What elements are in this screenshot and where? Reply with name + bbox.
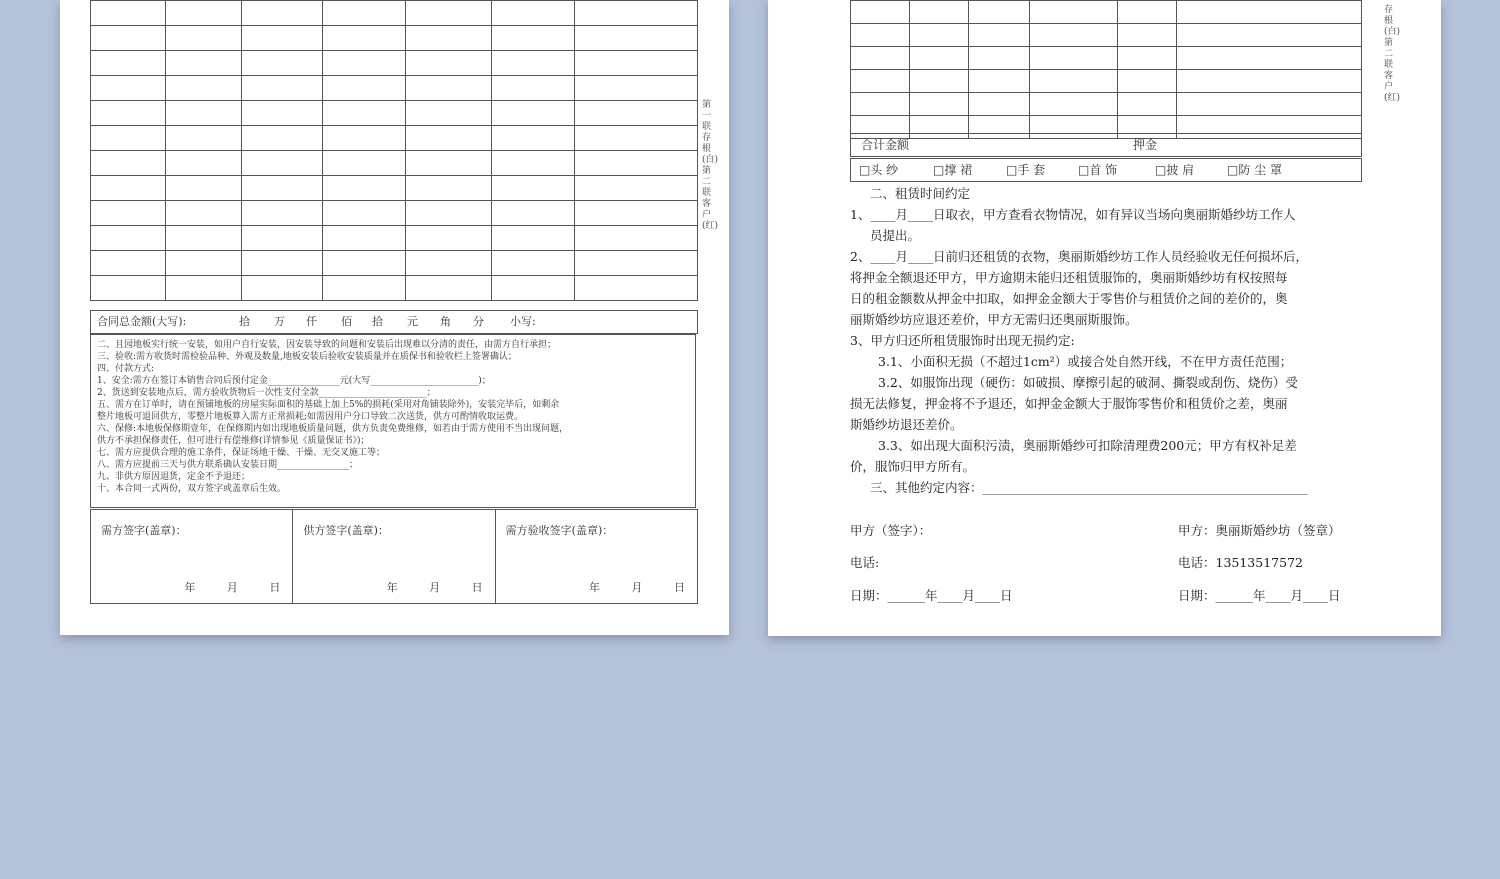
option-checkbox[interactable]: □披 肩 — [1155, 163, 1195, 177]
seller-signature-cell[interactable] — [293, 510, 495, 603]
table-cell[interactable] — [405, 201, 491, 226]
seller-signature-label: 供方签字(盖章)： — [303, 524, 389, 537]
option-checkbox[interactable]: □撑 裙 — [933, 163, 973, 177]
table-cell[interactable] — [91, 51, 166, 76]
table-cell[interactable] — [1029, 1, 1118, 24]
table-cell[interactable] — [405, 276, 491, 301]
option-checkbox[interactable]: □防 尘 罩 — [1227, 163, 1282, 177]
table-cell[interactable] — [166, 151, 242, 176]
table-cell[interactable] — [492, 101, 575, 126]
table-row — [851, 70, 1362, 93]
table-cell[interactable] — [575, 176, 698, 201]
party-b-phone: 电话：13513517572 — [1178, 555, 1303, 570]
sum-row — [850, 133, 1362, 157]
table-cell[interactable] — [242, 251, 322, 276]
table-cell[interactable] — [242, 126, 322, 151]
table-row — [851, 1, 1362, 24]
table-cell[interactable] — [91, 126, 166, 151]
buyer-signature-label: 需方签字(盖章)： — [101, 524, 187, 537]
amount-unit: 角 — [440, 315, 451, 328]
table-cell[interactable] — [575, 26, 698, 51]
table-cell[interactable] — [851, 24, 910, 47]
terms-line: 三、验收:需方收货时需检验品种、外观及数量,地板安装后验收安装质量并在质保书和验收栏上签署确认； — [97, 352, 517, 362]
amount-unit: 拾 — [239, 315, 250, 328]
table-cell[interactable] — [91, 26, 166, 51]
acceptance-signature-cell[interactable] — [496, 510, 697, 603]
table-row — [91, 101, 698, 126]
table-cell[interactable] — [909, 70, 968, 93]
table-cell[interactable] — [405, 251, 491, 276]
rental-terms-body — [850, 183, 1370, 498]
table-cell[interactable] — [851, 93, 910, 116]
table-cell[interactable] — [91, 226, 166, 251]
table-cell[interactable] — [166, 251, 242, 276]
table-row — [91, 251, 698, 276]
terms-line: 整片地板可退回供方，零整片地板算入需方正常损耗;如需因用户分口导致二次送货，供方可酌情收取运费。 — [97, 412, 524, 422]
table-cell[interactable] — [575, 76, 698, 101]
table-cell[interactable] — [91, 151, 166, 176]
terms-paragraph: 日的租金额数从押金中扣取，如押金金额大于零售价与租赁价之间的差价的，奥 — [850, 291, 1288, 306]
table-cell[interactable] — [322, 51, 405, 76]
table-cell[interactable] — [1177, 70, 1362, 93]
signature-date: 年 月 日 — [386, 581, 483, 594]
party-a-date[interactable]: 日期：______年____月____日 — [850, 588, 1013, 603]
table-cell[interactable] — [242, 151, 322, 176]
table-cell[interactable] — [405, 101, 491, 126]
terms-line: 2、货送到安装地点后，需方验收货物后一次性支付全款________________________； — [97, 388, 436, 398]
table-cell[interactable] — [91, 251, 166, 276]
table-row — [851, 24, 1362, 47]
amount-unit: 分 — [473, 315, 484, 328]
total-amount-row — [90, 310, 698, 334]
table-cell[interactable] — [322, 101, 405, 126]
table-cell[interactable] — [575, 226, 698, 251]
table-cell[interactable] — [575, 276, 698, 301]
table-row — [91, 226, 698, 251]
table-cell[interactable] — [322, 151, 405, 176]
party-a-signature[interactable]: 甲方（签字）： — [850, 523, 932, 538]
table-cell[interactable] — [492, 226, 575, 251]
table-cell[interactable] — [575, 101, 698, 126]
signature-row — [90, 509, 698, 604]
table-cell[interactable] — [322, 251, 405, 276]
table-cell[interactable] — [492, 276, 575, 301]
terms-line: 九、非供方原因退货，定金不予退还； — [97, 472, 251, 482]
table-row — [91, 126, 698, 151]
table-cell[interactable] — [322, 126, 405, 151]
table-cell[interactable] — [1029, 93, 1118, 116]
terms-paragraph: 价，服饰归甲方所有。 — [850, 459, 976, 474]
table-row — [851, 93, 1362, 116]
table-cell[interactable] — [91, 101, 166, 126]
table-cell[interactable] — [322, 1, 405, 26]
table-cell[interactable] — [492, 201, 575, 226]
terms-line: 五、需方在订单时，请在预铺地板的房屋实际面积的基础上加上5%的损耗(采用对角铺装除外)，安装完毕后，如剩余 — [97, 400, 560, 410]
table-cell[interactable] — [1177, 93, 1362, 116]
contract-sheet-left — [60, 0, 729, 635]
table-cell[interactable] — [492, 251, 575, 276]
table-cell[interactable] — [242, 276, 322, 301]
table-cell[interactable] — [322, 226, 405, 251]
table-row — [91, 176, 698, 201]
terms-paragraph: 将押金全额退还甲方，甲方逾期未能归还租赁服饰的，奥丽斯婚纱坊有权按照每 — [850, 270, 1288, 285]
table-cell[interactable] — [909, 47, 968, 70]
table-cell[interactable] — [166, 76, 242, 101]
terms-paragraph: 二、租赁时间约定 — [870, 186, 971, 201]
terms-line: 四、付款方式: — [97, 364, 155, 374]
table-cell[interactable] — [322, 201, 405, 226]
signature-date: 年 月 日 — [588, 581, 685, 594]
table-cell[interactable] — [91, 276, 166, 301]
amount-unit: 拾 — [372, 315, 383, 328]
table-cell[interactable] — [405, 1, 491, 26]
table-cell[interactable] — [909, 93, 968, 116]
option-checkbox[interactable]: □首 饰 — [1078, 163, 1118, 177]
table-cell[interactable] — [242, 51, 322, 76]
table-cell[interactable] — [492, 151, 575, 176]
table-row — [91, 276, 698, 301]
table-cell[interactable] — [1029, 47, 1118, 70]
table-cell[interactable] — [492, 51, 575, 76]
table-cell[interactable] — [968, 24, 1029, 47]
table-cell[interactable] — [166, 26, 242, 51]
table-row — [91, 1, 698, 26]
copy-note-vertical: 存根(白)第二联客户(红) — [1384, 5, 1401, 103]
table-cell[interactable] — [405, 51, 491, 76]
table-cell[interactable] — [968, 47, 1029, 70]
amount-unit: 佰 — [341, 315, 352, 328]
option-checkbox[interactable]: □手 套 — [1006, 163, 1046, 177]
terms-line: 十、本合同一式两份，双方签字或盖章后生效。 — [97, 484, 287, 494]
party-b-date[interactable]: 日期：______年____月____日 — [1178, 588, 1341, 603]
table-cell[interactable] — [575, 51, 698, 76]
terms-line: 八、需方应提前三天与供方联系确认安装日期________________； — [97, 460, 359, 470]
table-row — [91, 51, 698, 76]
deposit-label: 押金 — [1133, 138, 1158, 152]
buyer-signature-cell[interactable] — [91, 510, 293, 603]
acceptance-signature-label: 需方验收签字(盖章)： — [505, 524, 614, 537]
accessory-options-row — [850, 158, 1362, 182]
table-cell[interactable] — [575, 151, 698, 176]
terms-line: 二、且园地板实行统一安装，如用户自行安装，因安装导致的问题和安装后出现难以分清的责任，由需方自行承担； — [97, 340, 557, 350]
terms-paragraph: 3.1、小面积无损（不超过1cm²）或接合处自然开线，不在甲方责任范围； — [878, 354, 1293, 369]
table-cell[interactable] — [405, 176, 491, 201]
table-cell[interactable] — [166, 276, 242, 301]
table-cell[interactable] — [405, 26, 491, 51]
terms-section — [90, 334, 696, 508]
table-row — [91, 76, 698, 101]
table-cell[interactable] — [91, 1, 166, 26]
amount-label: 合同总金额(大写): — [97, 315, 187, 328]
terms-paragraph: 斯婚纱坊退还差价。 — [850, 417, 963, 432]
table-cell[interactable] — [242, 76, 322, 101]
table-cell[interactable] — [242, 176, 322, 201]
terms-line: 六、保修:本地板保修期壹年，在保修期内如出现地板质量问题，供方负责免费维修，如若由于需方使用不当出现问题， — [97, 424, 569, 434]
table-cell[interactable] — [166, 101, 242, 126]
table-cell[interactable] — [166, 226, 242, 251]
table-cell[interactable] — [575, 201, 698, 226]
terms-paragraph: 1、____月____日取衣，甲方查看衣物情况，如有异议当场向奥丽斯婚纱坊工作人 — [850, 207, 1296, 222]
table-cell[interactable] — [1029, 24, 1118, 47]
table-cell[interactable] — [166, 1, 242, 26]
terms-paragraph: 2、____月____日前归还租赁的衣物，奥丽斯婚纱坊工作人员经验收无任何损坏后， — [850, 249, 1308, 264]
terms-paragraph: 丽斯婚纱坊应退还差价，甲方无需归还奥丽斯服饰。 — [850, 312, 1138, 327]
table-cell[interactable] — [575, 251, 698, 276]
table-cell[interactable] — [405, 126, 491, 151]
amount-unit: 万 — [274, 315, 285, 328]
table-cell[interactable] — [322, 276, 405, 301]
table-cell[interactable] — [492, 126, 575, 151]
table-cell[interactable] — [968, 1, 1029, 24]
table-row — [91, 151, 698, 176]
table-cell[interactable] — [242, 26, 322, 51]
table-cell[interactable] — [1177, 1, 1362, 24]
table-cell[interactable] — [322, 176, 405, 201]
terms-paragraph: 3.3、如出现大面积污渍，奥丽斯婚纱可扣除清理费200元；甲方有权补足差 — [878, 438, 1297, 453]
table-row — [91, 201, 698, 226]
sum-label: 合计金额 — [861, 138, 910, 152]
table-cell[interactable] — [166, 201, 242, 226]
table-cell[interactable] — [242, 101, 322, 126]
table-row — [851, 47, 1362, 70]
terms-paragraph: 3.2、如服饰出现（硬伤：如破损、摩擦引起的破洞、撕裂或刮伤、烧伤）受 — [878, 375, 1298, 390]
table-cell[interactable] — [492, 26, 575, 51]
contract-sheet-right — [768, 0, 1441, 636]
copy-note-vertical: 第一联存根(白)第二联客户(红) — [702, 100, 719, 231]
table-cell[interactable] — [968, 93, 1029, 116]
party-a-phone[interactable]: 电话: — [850, 555, 880, 570]
table-cell[interactable] — [575, 126, 698, 151]
table-cell[interactable] — [91, 201, 166, 226]
table-cell[interactable] — [851, 70, 910, 93]
table-cell[interactable] — [1118, 24, 1177, 47]
table-cell[interactable] — [1118, 1, 1177, 24]
amount-unit: 元 — [407, 315, 418, 328]
table-cell[interactable] — [405, 226, 491, 251]
option-checkbox[interactable]: □头 纱 — [859, 163, 899, 177]
table-row — [91, 26, 698, 51]
table-cell[interactable] — [492, 76, 575, 101]
terms-paragraph: 三、其他约定内容：____________________________________________________ — [870, 480, 1308, 495]
terms-paragraph: 损无法修复，押金将不予退还，如押金金额大于服饰零售价和租赁价之差，奥丽 — [850, 396, 1288, 411]
table-cell[interactable] — [851, 1, 910, 24]
terms-paragraph: 3、甲方归还所租赁服饰时出现无损约定: — [850, 333, 1075, 348]
table-cell[interactable] — [909, 1, 968, 24]
table-cell[interactable] — [1118, 93, 1177, 116]
table-cell[interactable] — [322, 26, 405, 51]
table-cell[interactable] — [91, 76, 166, 101]
terms-line: 供方不承担保修责任，但可进行有偿维修(详情参见《质量保证书》)； — [97, 436, 370, 446]
amount-unit: 仟 — [306, 315, 317, 328]
amount-small-label: 小写: — [510, 315, 536, 328]
table-cell[interactable] — [1118, 47, 1177, 70]
table-cell[interactable] — [1177, 47, 1362, 70]
table-cell[interactable] — [909, 24, 968, 47]
terms-line: 1、安全:需方在签订本销售合同后预付定金________________元(大写________________________)； — [97, 376, 491, 386]
table-cell[interactable] — [322, 76, 405, 101]
goods-table — [90, 0, 698, 301]
table-cell[interactable] — [1029, 70, 1118, 93]
table-cell[interactable] — [242, 201, 322, 226]
signature-date: 年 月 日 — [184, 581, 281, 594]
rental-items-table — [850, 0, 1362, 139]
table-cell[interactable] — [492, 1, 575, 26]
table-cell[interactable] — [492, 176, 575, 201]
table-cell[interactable] — [405, 76, 491, 101]
table-cell[interactable] — [1118, 70, 1177, 93]
table-cell[interactable] — [166, 126, 242, 151]
table-cell[interactable] — [405, 151, 491, 176]
table-cell[interactable] — [91, 176, 166, 201]
terms-line: 七、需方应提供合理的施工条件，保证场地干燥、干燥、无交叉施工等； — [97, 448, 386, 458]
table-cell[interactable] — [968, 70, 1029, 93]
table-cell[interactable] — [166, 51, 242, 76]
table-cell[interactable] — [575, 1, 698, 26]
table-cell[interactable] — [166, 176, 242, 201]
table-cell[interactable] — [851, 47, 910, 70]
table-cell[interactable] — [242, 1, 322, 26]
party-b-signature: 甲方：奥丽斯婚纱坊（签章） — [1178, 523, 1341, 538]
terms-paragraph: 员提出。 — [870, 228, 921, 243]
table-cell[interactable] — [242, 226, 322, 251]
table-cell[interactable] — [1177, 24, 1362, 47]
